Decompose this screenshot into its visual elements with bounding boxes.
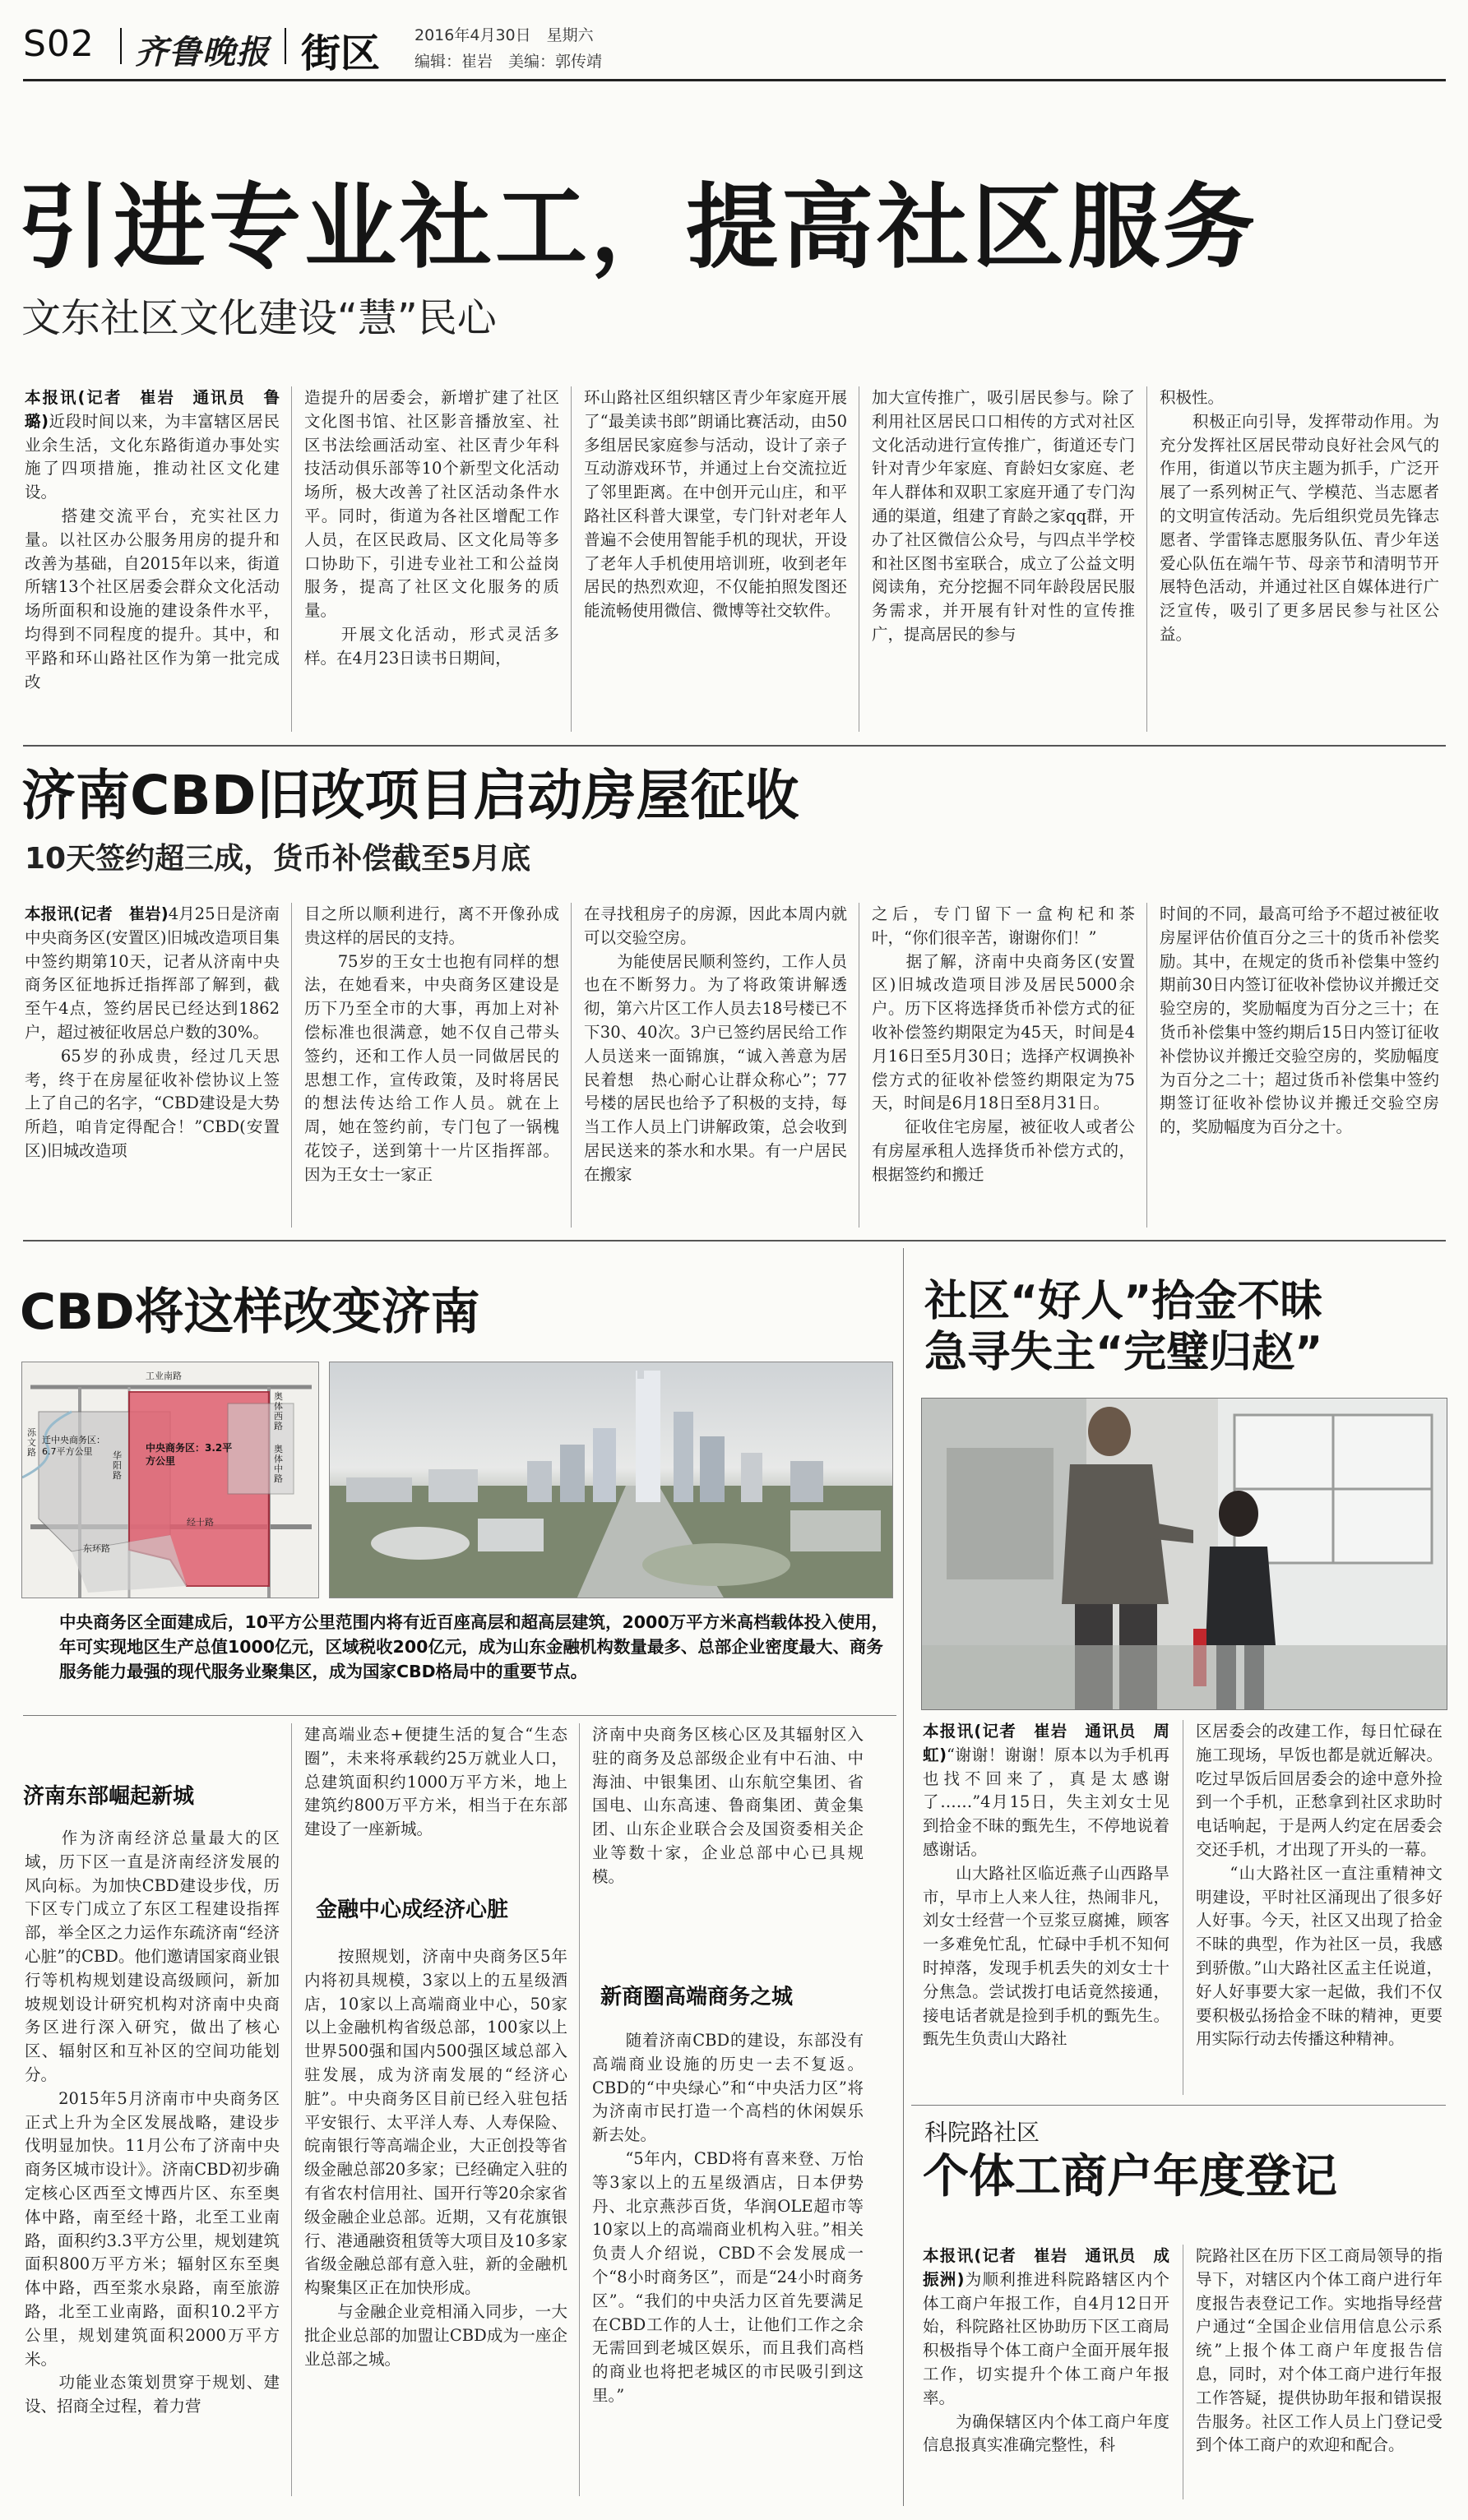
map-label-cbd-core: 中央商务区：3.2平方公里: [146, 1442, 233, 1467]
story3-column-2a: 建高端业态+便捷生活的复合“生态圈”，未来将承载约25万就业人口，总建筑面积约1000万平方米，地上建筑约800万平方米，相当于在东部建设了一座新城。: [304, 1725, 567, 1839]
story2-byline: 本报讯(记者 崔岩): [25, 904, 169, 923]
story2-column-1: [25, 903, 280, 1228]
map-label-road: 奥体中路: [274, 1444, 283, 1484]
story1-headline: 引进专业社工，提高社区服务: [18, 174, 1258, 281]
story3-column-2b: 按照规划，济南中央商务区5年内将初具规模，3家以上的五星级酒店，10家以上高端商业中心，50家以上金融机构省级总部，100家以上世界500强和国内500强区域总部入驻发展，成为济南发展的“经济心脏”。中央商务区目前已经入驻包括平安银行、太平洋人寿、人寿保险、皖南银行等高端企业，大正创投等省级金融总部20多家；已经确定入驻的有省农村信用社、国开行等20余家省级金融企业总部。近期，又有花旗银行、港通融资租赁等大项目及10多家省级金融总部有意入驻，新的金融机构聚集区正在加快形成。 与金融企业竞相涌入同步，一大批企业总部的加盟让CBD成为一座企业总部之城。: [304, 1947, 567, 2369]
story2-column-3: 在寻找租房子的房源，因此本周内就可以交验空房。 为能使居民顺利签约，工作人员也在不断努力。为了将政策讲解透彻，第六片区工作人员去18号楼已不下30、40次。3户已签约居民给工作人员送来一面锦旗，“诚入善意为居民着想 热心耐心让群众称心”；77号楼的居民也给予了积极的支持，每当工作人员上门讲解政策，总会收到居民送来的茶水和水果。有一户居民在搬家: [584, 904, 847, 1184]
map-label-road: 泺文路: [27, 1427, 36, 1458]
story1-column-1: [25, 386, 280, 732]
story2-column-5: 时间的不同，最高可给予不超过被征收房屋评估价值百分之三十的货币补偿奖励。其中，在规定的货币补偿集中签约期前30日内签订征收补偿协议并搬迁交验空房的，奖励幅度为百分之三十；在货币补偿集中签约期后15日内签订征收补偿协议并搬迁交验空房的，奖励幅度为百分之二十；超过货币补偿集中签约期签订征收补偿协议并搬迁交验空房的，奖励幅度为百分之十。: [1160, 904, 1439, 1137]
map-label-cbd-zone: 迁中央商务区：6.7平方公里: [42, 1435, 105, 1457]
map-label-road: 工业南路: [146, 1371, 182, 1381]
story4-text-1: “谢谢！谢谢！原本以为手机再也找不回来了，真是太感谢了……”4月15日，失主刘女士见到拾金不昧的甄先生，不停地说着感谢话。 山大路社区临近燕子山西路旱市，早市上人来人往，热闹非凡，刘女士经营一个豆浆豆腐摊，顾客一多难免忙乱，忙碌中手机不知何时掉落，发现手机丢失的刘女士十分焦急。尝试拨打电话竟然接通，接电话者就是捡到手机的甄先生。甄先生负责山大路社: [923, 1745, 1169, 2049]
story5-text-1: 为顺利推进科院路辖区内个体工商户年报工作，自4月12日开始，科院路社区协助历下区工商局积极指导个体工商户全面开展年报工作，切实提升个体工商户年报率。 为确保辖区内个体工商户年度信息报真实准确完整性，科: [923, 2269, 1169, 2455]
story3-column-3b: 随着济南CBD的建设，东部没有高端商业设施的历史一去不复返。CBD的“中央绿心”和“中央活力区”将为济南市民打造一个高档的休闲娱乐新去处。 “5年内，CBD将有喜来登、万怡等3家以上的五星级酒店，日本伊势丹、北京燕莎百货，华润OLE超市等10家以上的高端商业机构入驻。”相关负责人介绍说，CBD不会发展成一个“8小时商务区”，而是“24小时商务区”。“我们的中央活力区首先要满足在CBD工作的人士，让他们工作之余无需回到老城区娱乐，而且我们高档的商业也将把老城区的市民吸引到这里。”: [592, 2031, 864, 2405]
story4-photo: [921, 1398, 1447, 1710]
cbd-rendering-photo: [329, 1362, 893, 1598]
map-label-road: 华阳路: [113, 1450, 122, 1481]
skyline-graphic: [330, 1362, 893, 1598]
masthead-divider: [120, 28, 122, 64]
story4-byline: 本报讯(记者 崔岩 通讯员 周虹): [923, 1722, 1169, 1764]
masthead: [23, 18, 1446, 76]
story5-kicker: 科院路社区: [924, 2119, 1040, 2146]
photo-graphic: [922, 1399, 1447, 1710]
masthead-rule: [23, 79, 1446, 81]
story2-text-1: 4月25日是济南中央商务区(安置区)旧城改造项目集中签约期第10天，记者从济南中央商务区征地拆迁指挥部了解到，截至午4点，签约居民已经达到1862户，超过被征收居总户数的30%。 65岁的孙成贵，经过几天思考，终于在房屋征收补偿协议上签上了自己的名字，“CBD建设是大势所趋，咱肯定得配合！”CBD(安置区)旧城改造项: [25, 904, 280, 1160]
masthead-divider: [285, 28, 286, 64]
section-rule: [911, 2105, 1446, 2106]
story1-column-2: 造提升的居委会，新增扩建了社区文化图书馆、社区影音播放室、社区书法绘画活动室、社区青少年科技活动俱乐部等10个新型文化活动场所，极大改善了社区活动条件水平。同时，街道为各社区增配工作人员，在区民政局、区文化局等多口协助下，引进专业社工和公益岗服务，提高了社区文化服务的质量。 开展文化活动，形式灵活多样。在4月23日读书日期间，: [304, 388, 559, 668]
story3-caption: 中央商务区全面建成后，10平方公里范围内将有近百座高层和超高层建筑，2000万平方米高档载体投入使用，年可实现地区生产总值1000亿元，区域税收200亿元，成为山东金融机构数量最多、总部企业密度最大、商务服务能力最强的现代服务业聚集区，成为国家CBD格局中的重要节点。: [59, 1612, 889, 1681]
story4-column-2: 区居委会的改建工作，每日忙碌在施工现场，早饭也都是就近解决。吃过早饭后回居委会的途中意外捡到一个手机，正愁拿到社区求助时电话响起，于是两人约定在居委会交还手机，才出现了开头的一幕。 “山大路社区一直注重精神文明建设，平时社区涌现出了很多好人好事。今天，社区又出现了拾金不昧的典型，作为社区一员，我感到骄傲。”山大路社区孟主任说道，好人好事要大家一起做，我们不仅要积极弘扬拾金不昧的精神，更要用实际行动去传播这种精神。: [1196, 1722, 1443, 2049]
story3-subhead-3: 新商圈高端商务之城: [600, 1985, 794, 2009]
story2-headline: 济南CBD旧改项目启动房屋征收: [21, 764, 799, 827]
story2-column-2: 目之所以顺利进行，离不开像孙成贵这样的居民的支持。 75岁的王女士也抱有同样的想法，在她看来，中央商务区建设是历下乃至全市的大事，再加上对补偿标准也很满意，她不仅自己带头签约，还和工作人员一同做居民的思想工作，宣传政策，及时将居民的想法传达给工作人员。就在上周，她在签约前，专门包了一锅槐花饺子，送到第十一片区指挥部。因为王女士一家正: [304, 904, 559, 1184]
story1-subhead: 文东社区文化建设“慧”民心: [21, 295, 497, 341]
map-label-road: 经十路: [187, 1517, 214, 1528]
cbd-map: [21, 1362, 319, 1598]
story5-column-2: 院路社区在历下区工商局领导的指导下，对辖区内个体工商户进行年度报告表登记工作。实地指导经营户通过“全国企业信用信息公示系统”上报个体工商户年度报告信息，同时，对个体工商户进行年报工作答疑，提供协助年报和错误报告服务。社区工作人员上门登记受到个体工商户的欢迎和配合。: [1196, 2246, 1443, 2455]
paper-logo: 齐鲁晚报: [135, 33, 270, 72]
story1-byline: 本报讯(记者 崔岩 通讯员 鲁璐): [25, 388, 280, 431]
section-rule: [23, 745, 1446, 747]
story2-column-4: 之后，专门留下一盒枸杞和茶叶，“你们很辛苦，谢谢你们！” 据了解，济南中央商务区(安置区)旧城改造项目涉及居民5000余户。历下区将选择货币补偿方式的征收补偿签约期限定为45天，时间是4月16日至5月30日；选择产权调换补偿方式的征收补偿签约期限定为75天，时间是6月18日至8月31日。 征收住宅房屋，被征收人或者公有房屋承租人选择货币补偿方式的，根据签约和搬迁: [872, 904, 1135, 1184]
story1-column-3: 环山路社区组织辖区青少年家庭开展了“最美读书郎”朗诵比赛活动，由50多组居民家庭参与活动，设计了亲子互动游戏环节，并通过上台交流拉近了邻里距离。在中创开元山庄，和平路社区科普大课堂，专门针对老年人普遍不会使用智能手机的现状，开设了老年人手机使用培训班，收到老年居民的热烈欢迎，不仅能拍照发图还能流畅使用微信、微博等社交软件。: [584, 388, 847, 621]
story4-headline-line1: 社区“好人”拾金不昧: [924, 1277, 1323, 1326]
story3-column-1: 作为济南经济总量最大的区域，历下区一直是济南经济发展的风向标。为加快CBD建设步伐，历下区专门成立了东区工程建设指挥部，举全区之力运作东疏济南“经济心脏”的CBD。他们邀请国家商业银行等机构规划建设高级顾问，新加坡规划设计研究机构对济南中央商务区进行深入研究，做出了核心区、辐射区和互补区的空间功能划分。 2015年5月济南市中央商务区正式上升为全区发展战略，建设步伐明显加快。11月公布了济南中央商务区城市设计》。济南CBD初步确定核心区西至文博西片区、东至奥体中路，南至经十路，北至工业南路，面积约3.3平方公里，规划建筑面积800万平方米；辐射区东至奥体中路，西至浆水泉路，南至旅游路，北至工业南路，面积10.2平方公里，规划建筑面积2000万平方米。 功能业态策划贯穿于规划、建设、招商全过程，着力营: [25, 1829, 280, 2416]
story1-column-4: 加大宣传推广，吸引居民参与。除了利用社区居民口口相传的方式对社区文化活动进行宣传推广，街道还专门针对青少年家庭、育龄妇女家庭、老年人群体和双职工家庭开通了专门沟通的渠道，组建了育龄之家qq群，开办了社区微信公众号，与四点半学校和社区图书室联合，成立了公益文明阅读角，充分挖掘不同年龄段居民服务需求，并开展有针对性的宣传推广，提高居民的参与: [872, 388, 1135, 644]
page-number: S02: [23, 23, 95, 65]
section-rule: [23, 1240, 1446, 1242]
story4-column-1: [923, 1720, 1169, 2095]
column-divider: [903, 1248, 904, 2506]
caption-rule: [23, 1715, 896, 1716]
story5-column-1: [923, 2245, 1169, 2499]
map-label-road: 东环路: [83, 1543, 110, 1554]
story3-subhead-1: 济南东部崛起新城: [23, 1784, 195, 1809]
story2-subhead: 10天签约超三成，货币补偿截至5月底: [25, 842, 531, 876]
story5-headline: 个体工商户年度登记: [923, 2150, 1337, 2203]
section-name: 街区: [301, 30, 381, 76]
story1-column-5: 积极性。 积极正向引导，发挥带动作用。为充分发挥社区居民带动良好社会风气的作用，街道以节庆主题为抓手，广泛开展了一系列树正气、学模范、当志愿者的文明宣传活动。先后组织党员先锋志愿者、学雷锋志愿服务队伍、青少年送爱心队伍在端午节、母亲节和清明节开展特色活动，并通过社区自媒体进行广泛宣传，吸引了更多居民参与社区公益。: [1160, 388, 1439, 644]
story4-headline-line2: 急寻失主“完璧归赵”: [924, 1328, 1323, 1377]
story3-column-3a: 济南中央商务区核心区及其辐射区入驻的商务及总部级企业有中石油、中海油、中银集团、山东航空集团、省国电、山东高速、鲁商集团、黄金集团、山东企业联合会及国资委相关企业等数十家，企业总部中心已具规模。: [592, 1725, 864, 1886]
story1-text-1: 近段时间以来，为丰富辖区居民业余生活，文化东路街道办事处实施了四项措施，推动社区文化建设。 搭建交流平台，充实社区力量。以社区办公服务用房的提升和改善为基础，自2015年以来，街道所辖13个社区居委会群众文化活动场所面积和设施的建设条件水平，均得到不同程度的提升。其中，和平路和环山路社区作为第一批完成改: [25, 411, 280, 691]
editors-credit: 编辑：崔岩 美编：郭传靖: [414, 53, 603, 71]
map-label-road: 奥体西路: [274, 1391, 283, 1431]
story3-subhead-2: 金融中心成经济心脏: [316, 1898, 509, 1922]
issue-date: 2016年4月30日 星期六: [414, 26, 594, 44]
story3-headline: CBD将这样改变济南: [20, 1283, 480, 1341]
story5-byline: 本报讯(记者 崔岩 通讯员 成振洲): [923, 2246, 1169, 2289]
